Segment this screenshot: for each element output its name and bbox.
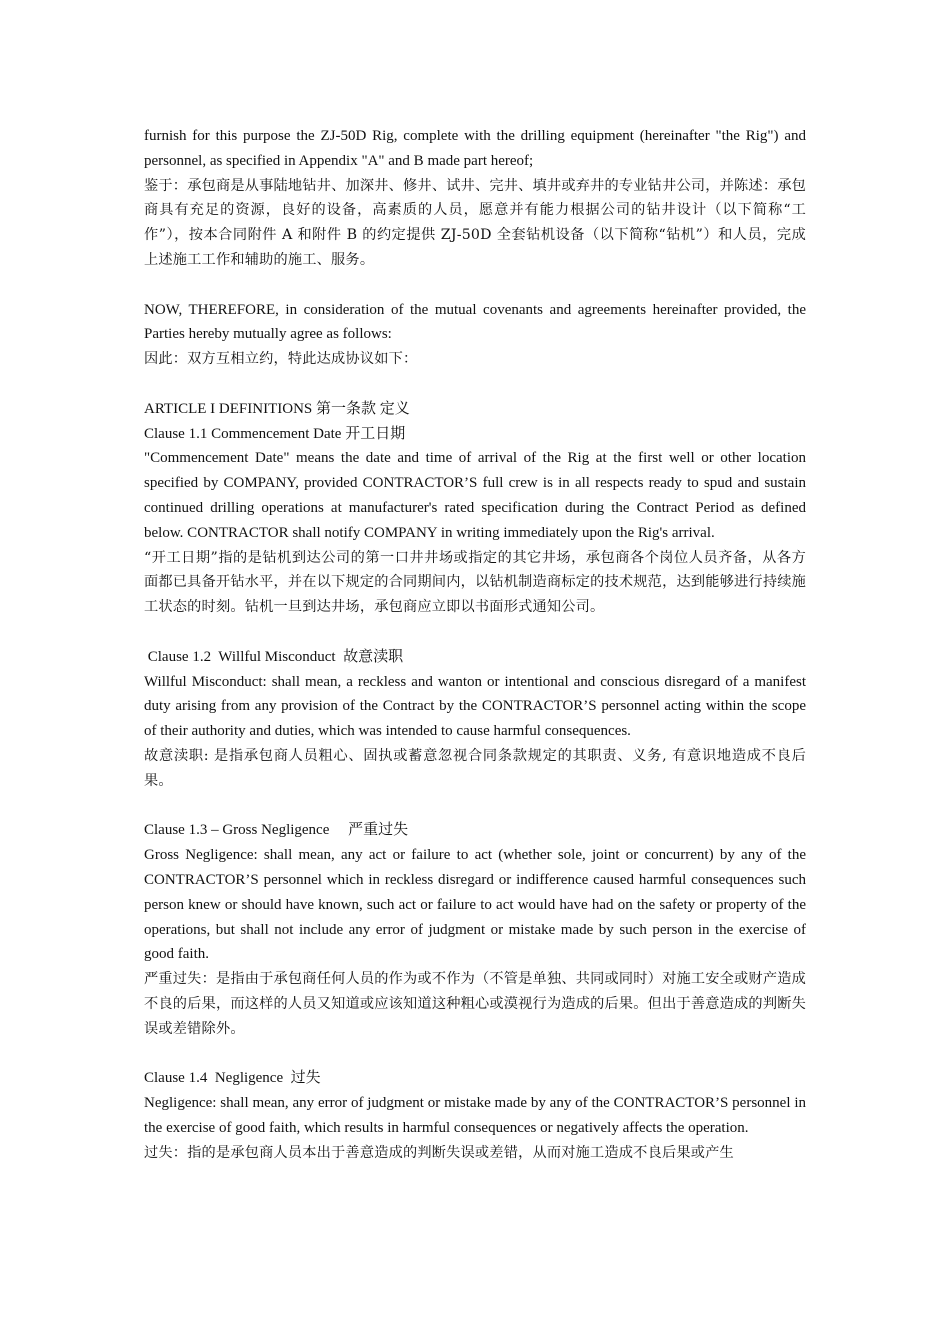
intro-english-paragraph: furnish for this purpose the ZJ-50D Rig, complete with the drilling equipment (hereinafter "the Rig") and personnel, as specified in Appendix "A" and B made part hereof; <box>144 128 806 169</box>
clause-1-1-heading: Clause 1.1 Commencement Date 开工日期 <box>144 425 406 442</box>
clause-1-2-heading: Clause 1.2 Willful Misconduct 故意渎职 <box>144 648 404 665</box>
clause-1-4-heading: Clause 1.4 Negligence 过失 <box>144 1070 321 1087</box>
clause-1-3-chinese: 严重过失：是指由于承包商任何人员的作为或不作为（不管是单独、共同或同时）对施工安全或财产造成不良的后果，而这样的人员又知道或应该知道这种粗心或漠视行为造成的后果。但出于善意造成的判断失误或差错除外。 <box>144 971 806 1037</box>
blank-line <box>144 620 806 645</box>
therefore-english-paragraph: NOW, THEREFORE, in consideration of the mutual covenants and agreements hereinafter provided, the Parties hereby mutually agree as follows: <box>144 301 806 343</box>
blank-line <box>144 273 806 298</box>
therefore-chinese-paragraph: 因此：双方互相立约，特此达成协议如下： <box>144 351 418 368</box>
blank-line <box>144 794 806 819</box>
clause-1-1-english: "Commencement Date" means the date and time of arrival of the Rig at the first well or other location specified by COMPANY, provided CONTRACTOR’S full crew is in all respects ready to spud and sustain continued drilling operations at manufacturer's rated specification during the Contract Period as defined below. CONTRACTOR shall notify COMPANY in writing immediately upon the Rig's arrival. <box>144 450 806 541</box>
clause-1-3-english: Gross Negligence: shall mean, any act or failure to act (whether sole, joint or concurrent) by any of the CONTRACTOR’S personnel which in reckless disregard or indifference caused harmful consequences such person knew or should have known, such act or failure to act would have had on the safety or property of the operations, but shall not include any error of judgment or mistake made by such person in the exercise of good faith. <box>144 847 806 963</box>
clause-1-3-heading: Clause 1.3 – Gross Negligence 严重过失 <box>144 822 409 839</box>
clause-1-4-english: Negligence: shall mean, any error of judgment or mistake made by any of the CONTRACTOR’S personnel in the exercise of good faith, which results in harmful consequences or negatively affects the operation. <box>144 1095 806 1136</box>
clause-1-2-chinese: 故意渎职: 是指承包商人员粗心、固执或蓄意忽视合同条款规定的其职责、义务, 有意识地造成不良后果。 <box>144 747 806 789</box>
document-page <box>144 124 806 1165</box>
blank-line <box>144 1041 806 1066</box>
blank-line <box>144 372 806 397</box>
intro-chinese-paragraph: 鉴于：承包商是从事陆地钻井、加深井、修井、试井、完井、填井或弃井的专业钻井公司，并陈述：承包商具有充足的资源，良好的设备，高素质的人员，愿意并有能力根据公司的钻井设计（以下简称“工作”），按本合同附件 A 和附件 B 的约定提供 ZJ-50D 全套钻机设备（以下简称“钻机”）和人员，完成上述施工工作和辅助的施工、服务。 <box>144 177 806 268</box>
clause-1-2-english: Willful Misconduct: shall mean, a reckless and wanton or intentional and conscious disregard of a manifest duty arising from any provision of the Contract by the CONTRACTOR’S personnel acting within the scope of their authority and duties, which was intended to cause harmful consequences. <box>144 673 806 740</box>
article-heading: ARTICLE I DEFINITIONS 第一条款 定义 <box>144 400 410 417</box>
clause-1-4-chinese: 过失：指的是承包商人员本出于善意造成的判断失误或差错，从而对施工造成不良后果或产生 <box>144 1144 734 1161</box>
clause-1-1-chinese: “开工日期”指的是钻机到达公司的第一口井井场或指定的其它井场，承包商各个岗位人员齐备，从各方面都已具备开钻水平，并在以下规定的合同期间内，以钻机制造商标定的技术规范，达到能够进行持续施工状态的时刻。钻机一旦到达井场，承包商应立即以书面形式通知公司。 <box>144 549 806 616</box>
